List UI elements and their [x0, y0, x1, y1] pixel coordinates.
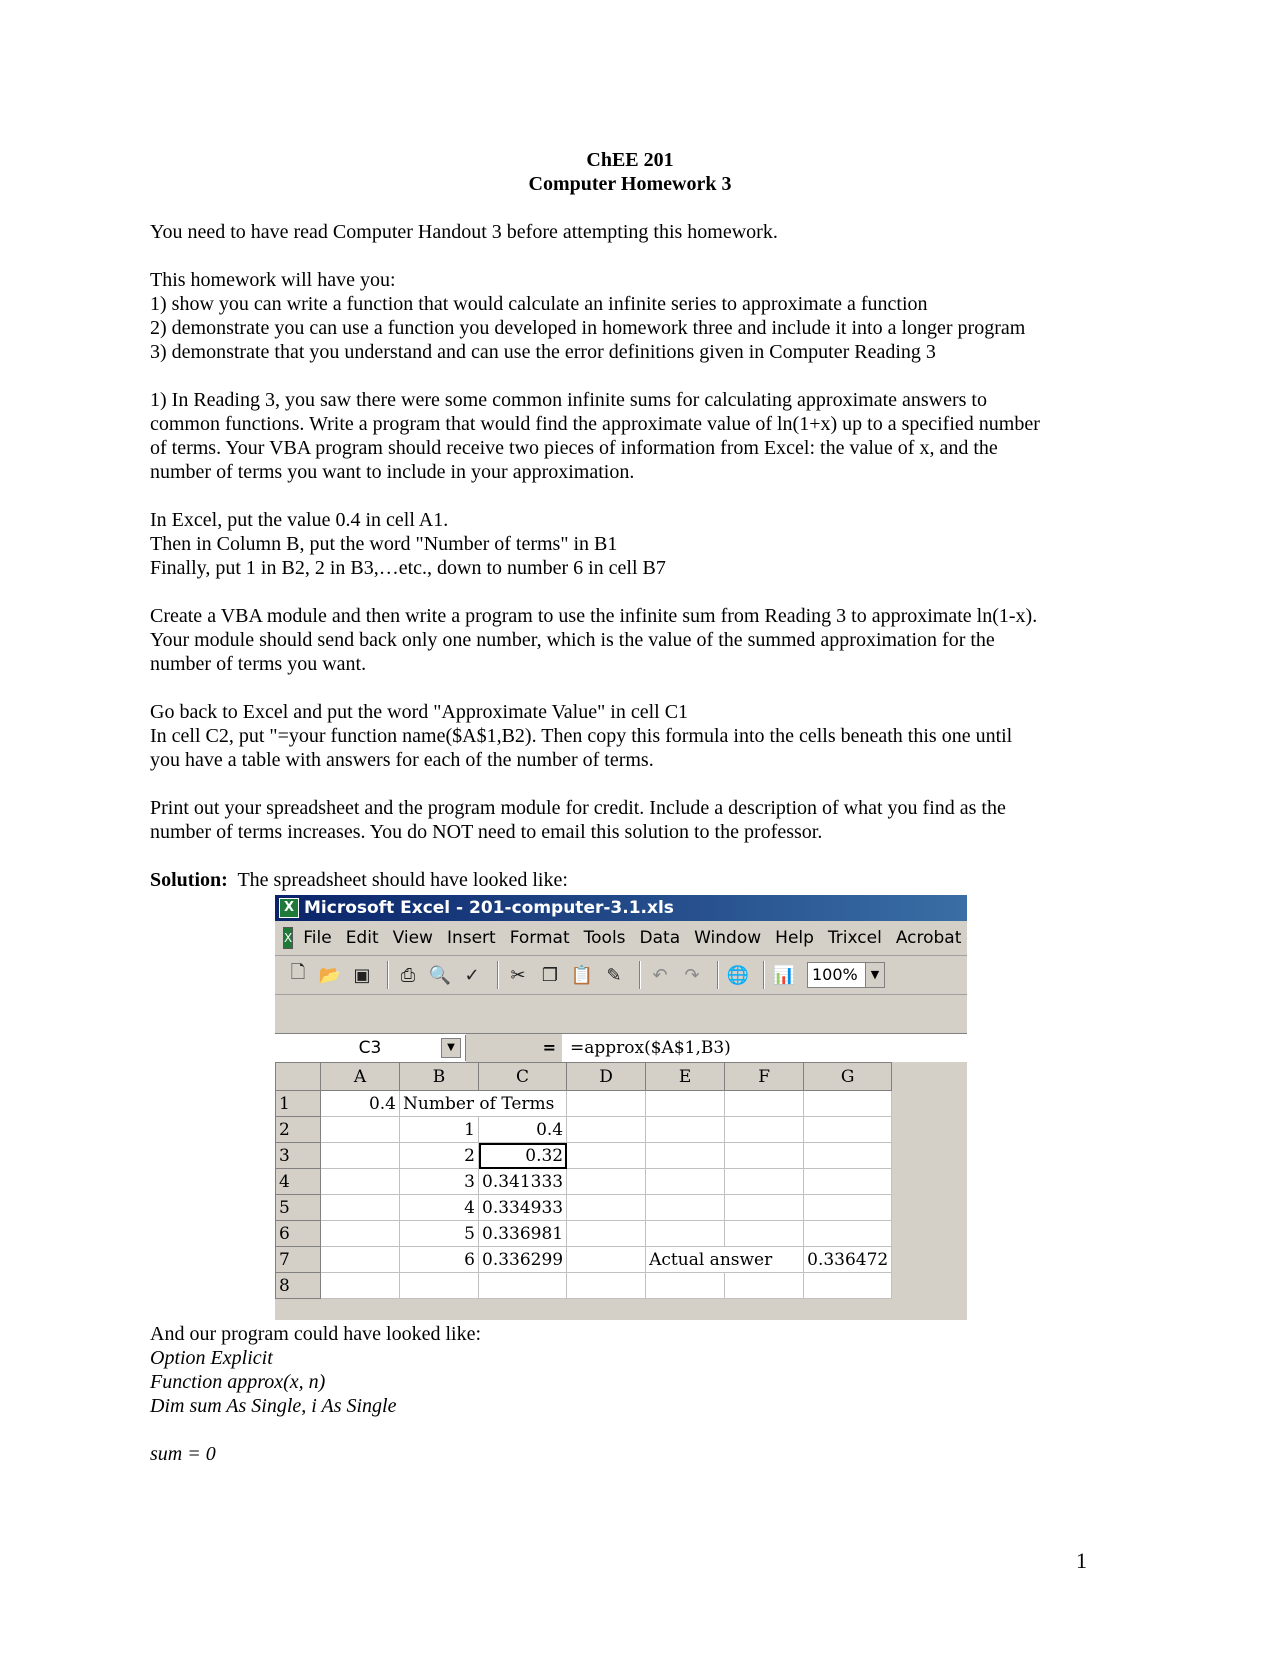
cell-d8[interactable]: [567, 1273, 646, 1299]
problem-line: common functions. Write a program that would find the approximate value of ln(1+x) up to a specified number: [150, 413, 1040, 435]
problem-line: number of terms you want to include in your approximation.: [150, 461, 635, 483]
cell-g7[interactable]: 0.336472: [804, 1247, 892, 1273]
name-box[interactable]: [275, 1035, 466, 1061]
excel-logo-icon: X: [279, 898, 299, 918]
cell-a5[interactable]: [321, 1195, 400, 1221]
cell-a1[interactable]: 0.4: [321, 1091, 400, 1117]
program-section: [150, 1322, 1110, 1466]
zoom-select[interactable]: [807, 962, 885, 988]
cell-e4[interactable]: [646, 1169, 725, 1195]
table-row: [276, 1221, 892, 1247]
cut-icon[interactable]: ✂: [510, 964, 526, 986]
column-header[interactable]: A: [321, 1063, 400, 1091]
redo-icon[interactable]: ↷: [684, 964, 700, 986]
assignment-title: Computer Homework 3: [528, 173, 732, 195]
cell-c2[interactable]: 0.4: [479, 1117, 567, 1143]
row-header[interactable]: 1: [276, 1091, 321, 1117]
solution-text: The spreadsheet should have looked like:: [237, 869, 568, 891]
menu-tools[interactable]: Tools: [583, 928, 626, 948]
cell-b8[interactable]: [400, 1273, 479, 1299]
menu-view[interactable]: View: [392, 928, 433, 948]
cell-e1[interactable]: [646, 1091, 725, 1117]
problem-line: you have a table with answers for each of the number of terms.: [150, 749, 654, 771]
cell-f2[interactable]: [725, 1117, 804, 1143]
problem-line: of terms. Your VBA program should receive two pieces of information from Excel: the value of x, and the: [150, 437, 998, 459]
cell-d3[interactable]: [567, 1143, 646, 1169]
cell-e8[interactable]: [646, 1273, 725, 1299]
cell-d2[interactable]: [567, 1117, 646, 1143]
formula-input[interactable]: =approx($A$1,B3): [570, 1038, 731, 1058]
web-globe-icon[interactable]: 🌐: [726, 964, 750, 986]
save-icon[interactable]: ▣: [353, 964, 371, 986]
table-row: [276, 1143, 892, 1169]
cell-d1[interactable]: [567, 1091, 646, 1117]
column-header[interactable]: F: [725, 1063, 804, 1091]
column-header[interactable]: B: [400, 1063, 479, 1091]
cell-a7[interactable]: [321, 1247, 400, 1273]
cell-e3[interactable]: [646, 1143, 725, 1169]
toolbar-separator: [497, 961, 499, 989]
menu-window[interactable]: Window: [694, 928, 762, 948]
excel-screenshot: [275, 895, 967, 1320]
problem-line: In cell C2, put "=your function name($A$1,B2). Then copy this formula into the cells beneath this one until: [150, 725, 1013, 747]
cell-e5[interactable]: [646, 1195, 725, 1221]
problem-line: Then in Column B, put the word "Number of terms" in B1: [150, 533, 618, 555]
cell-f1[interactable]: [725, 1091, 804, 1117]
cell-g5[interactable]: [804, 1195, 892, 1221]
solution-line: [150, 868, 1110, 892]
cell-f4[interactable]: [725, 1169, 804, 1195]
column-header[interactable]: D: [567, 1063, 646, 1091]
code-line: Option Explicit: [150, 1347, 273, 1369]
document-page: [150, 148, 1110, 892]
row-header[interactable]: 5: [276, 1195, 321, 1221]
copy-icon[interactable]: ❐: [541, 964, 559, 986]
objectives-lead: This homework will have you:: [150, 269, 396, 291]
cell-c6[interactable]: 0.336981: [479, 1221, 567, 1247]
cell-b6[interactable]: 5: [400, 1221, 479, 1247]
equals-button[interactable]: =: [466, 1034, 562, 1062]
table-row: [276, 1273, 892, 1299]
format-painter-icon[interactable]: ✎: [606, 964, 622, 986]
column-header-row: [276, 1063, 892, 1091]
cell-c8[interactable]: [479, 1273, 567, 1299]
row-header[interactable]: 3: [276, 1143, 321, 1169]
page-number: 1: [1076, 1548, 1087, 1573]
problem-line: Go back to Excel and put the word "Approximate Value" in cell C1: [150, 701, 689, 723]
excel-title-bar: [275, 895, 967, 921]
column-header[interactable]: C: [479, 1063, 567, 1091]
code-line: Dim sum As Single, i As Single: [150, 1395, 397, 1417]
row-header[interactable]: 7: [276, 1247, 321, 1273]
toolbar-spacer: [275, 995, 967, 1033]
cell-c7[interactable]: 0.336299: [479, 1247, 567, 1273]
chevron-down-icon[interactable]: ▼: [441, 1038, 461, 1058]
cell-a6[interactable]: [321, 1221, 400, 1247]
problem-line: Create a VBA module and then write a program to use the infinite sum from Reading 3 to approximate ln(1-x).: [150, 605, 1038, 627]
print-preview-icon[interactable]: 🔍: [428, 964, 452, 986]
row-header[interactable]: 8: [276, 1273, 321, 1299]
cell-a2[interactable]: [321, 1117, 400, 1143]
cell-d7[interactable]: [567, 1247, 646, 1273]
cell-b7[interactable]: 6: [400, 1247, 479, 1273]
menu-help[interactable]: Help: [775, 928, 814, 948]
cell-f5[interactable]: [725, 1195, 804, 1221]
solution-label: Solution:: [150, 869, 228, 891]
menu-edit[interactable]: Edit: [345, 928, 379, 948]
cell-e2[interactable]: [646, 1117, 725, 1143]
objective-item: 1) show you can write a function that would calculate an infinite series to approximate a function: [150, 293, 928, 315]
menu-data[interactable]: Data: [639, 928, 681, 948]
workbook-icon[interactable]: X: [283, 927, 293, 949]
problem-line: In Excel, put the value 0.4 in cell A1.: [150, 509, 449, 531]
cell-c5[interactable]: 0.334933: [479, 1195, 567, 1221]
toolbar-separator: [717, 961, 719, 989]
course-title: ChEE 201: [586, 149, 674, 171]
cell-d6[interactable]: [567, 1221, 646, 1247]
formula-bar: [275, 1033, 967, 1062]
menu-acrobat[interactable]: Acrobat: [895, 928, 962, 948]
menu-file[interactable]: File: [303, 928, 332, 948]
code-line: Function approx(x, n): [150, 1371, 326, 1393]
cell-c3-selected[interactable]: 0.32: [479, 1143, 567, 1169]
cell-b2[interactable]: 1: [400, 1117, 479, 1143]
code-line: sum = 0: [150, 1443, 216, 1465]
row-header[interactable]: 2: [276, 1117, 321, 1143]
table-row: [276, 1247, 892, 1273]
cell-g1[interactable]: [804, 1091, 892, 1117]
row-header[interactable]: 6: [276, 1221, 321, 1247]
spelling-icon[interactable]: ✓: [464, 964, 480, 986]
new-file-icon[interactable]: 🗋: [290, 962, 306, 983]
problem-line: number of terms you want.: [150, 653, 367, 675]
cell-g3[interactable]: [804, 1143, 892, 1169]
chevron-down-icon[interactable]: ▼: [865, 963, 884, 987]
problem-line: number of terms increases. You do NOT need to email this solution to the professor.: [150, 821, 823, 843]
toolbar-separator: [387, 961, 389, 989]
cell-d5[interactable]: [567, 1195, 646, 1221]
toolbar-separator: [763, 961, 765, 989]
cell-d4[interactable]: [567, 1169, 646, 1195]
cell-b5[interactable]: 4: [400, 1195, 479, 1221]
chart-wizard-icon[interactable]: 📊: [772, 964, 796, 986]
cell-g8[interactable]: [804, 1273, 892, 1299]
cell-a3[interactable]: [321, 1143, 400, 1169]
table-row: [276, 1195, 892, 1221]
table-row: [276, 1091, 892, 1117]
cell-f8[interactable]: [725, 1273, 804, 1299]
excel-menu-bar: [275, 921, 967, 956]
cell-f6[interactable]: [725, 1221, 804, 1247]
cell-b1[interactable]: Number of Terms: [400, 1091, 567, 1117]
undo-icon[interactable]: ↶: [652, 964, 668, 986]
spreadsheet-grid: [275, 1062, 892, 1299]
menu-insert[interactable]: Insert: [446, 928, 496, 948]
cell-e7[interactable]: Actual answer: [646, 1247, 804, 1273]
cell-g2[interactable]: [804, 1117, 892, 1143]
cell-c4[interactable]: 0.341333: [479, 1169, 567, 1195]
objective-item: 3) demonstrate that you understand and can use the error definitions given in Computer Reading 3: [150, 341, 936, 363]
problem-line: Finally, put 1 in B2, 2 in B3,…etc., down to number 6 in cell B7: [150, 557, 666, 579]
problem-line: Your module should send back only one number, which is the value of the summed approximation for the: [150, 629, 995, 651]
table-row: [276, 1117, 892, 1143]
cell-e6[interactable]: [646, 1221, 725, 1247]
cell-a8[interactable]: [321, 1273, 400, 1299]
zoom-value: 100%: [812, 965, 858, 984]
table-row: [276, 1169, 892, 1195]
column-header[interactable]: E: [646, 1063, 725, 1091]
excel-window-title: Microsoft Excel - 201-computer-3.1.xls: [304, 898, 674, 918]
print-icon[interactable]: ⎙: [400, 964, 416, 986]
program-lead: And our program could have looked like:: [150, 1323, 482, 1345]
cell-g4[interactable]: [804, 1169, 892, 1195]
cell-b3[interactable]: 2: [400, 1143, 479, 1169]
open-folder-icon[interactable]: 📂: [318, 964, 342, 986]
cell-a4[interactable]: [321, 1169, 400, 1195]
cell-b4[interactable]: 3: [400, 1169, 479, 1195]
objective-item: 2) demonstrate you can use a function you developed in homework three and include it into a longer program: [150, 317, 1026, 339]
menu-trixcel[interactable]: Trixcel: [827, 928, 882, 948]
menu-format[interactable]: Format: [509, 928, 570, 948]
column-header[interactable]: G: [804, 1063, 892, 1091]
toolbar-separator: [639, 961, 641, 989]
problem-line: 1) In Reading 3, you saw there were some common infinite sums for calculating approximate answers to: [150, 389, 987, 411]
select-all-corner[interactable]: [276, 1063, 321, 1091]
excel-toolbar: [275, 956, 967, 995]
row-header[interactable]: 4: [276, 1169, 321, 1195]
name-box-value: C3: [358, 1038, 382, 1058]
intro-text: You need to have read Computer Handout 3 before attempting this homework.: [150, 221, 778, 243]
problem-line: Print out your spreadsheet and the program module for credit. Include a description of what you find as the: [150, 797, 1006, 819]
paste-icon[interactable]: 📋: [570, 964, 594, 986]
cell-g6[interactable]: [804, 1221, 892, 1247]
cell-f3[interactable]: [725, 1143, 804, 1169]
